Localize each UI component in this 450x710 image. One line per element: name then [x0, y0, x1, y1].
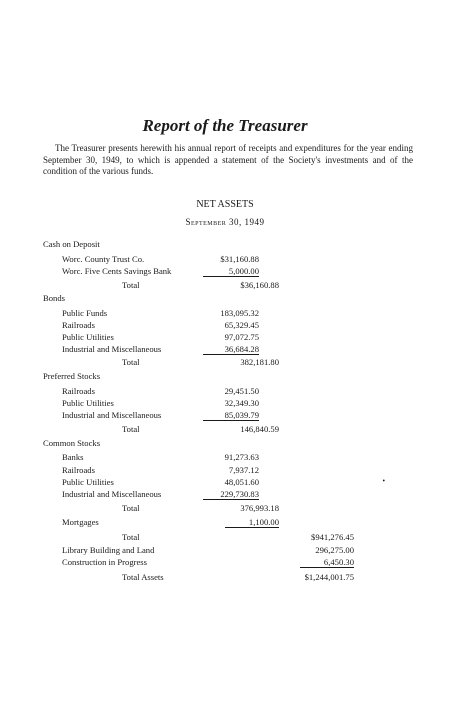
table-row [0, 410, 450, 422]
row-label: Total [122, 424, 140, 434]
row-amount-c2: 1,100.00 [225, 517, 279, 528]
row-label: Worc. County Trust Co. [62, 254, 145, 264]
table-row [0, 489, 450, 501]
row-amount-c1: 32,349.30 [224, 398, 259, 408]
row-label: Industrial and Miscellaneous [62, 410, 162, 420]
row-label: Public Funds [62, 308, 108, 318]
table-row [0, 517, 450, 529]
row-label: Total [122, 503, 140, 513]
table-row [0, 532, 450, 544]
intro-paragraph: The Treasurer presents herewith his annual report of receipts and expenditures for the year ending September 30, 1949, to which is appended a statement of the Society's investments and of the condition of the various funds. [43, 143, 413, 177]
row-amount-c1: 85,039.79 [203, 410, 259, 421]
row-label: Library Building and Land [62, 545, 155, 555]
row-amount-c2: 376,993.18 [240, 503, 279, 513]
row-label: Bonds [43, 293, 65, 303]
row-label: Total [122, 357, 140, 367]
row-amount-c2: 146,840.59 [240, 424, 279, 434]
table-row [0, 503, 450, 515]
row-label: Public Utilities [62, 332, 114, 342]
row-amount-c1: 7,937.12 [228, 465, 259, 475]
row-label: Worc. Five Cents Savings Bank [62, 266, 172, 276]
table-row [0, 280, 450, 292]
row-label: Cash on Deposit [43, 239, 100, 249]
row-label: Railroads [62, 465, 95, 475]
row-label: Mortgages [62, 517, 99, 527]
row-amount-c3: $941,276.45 [311, 532, 354, 542]
row-amount-c1: 65,329.45 [224, 320, 259, 330]
table-row [0, 557, 450, 569]
table-row [0, 452, 450, 464]
stray-mark: • [382, 478, 386, 485]
row-amount-c1: 183,095.32 [220, 308, 259, 318]
table-row [0, 266, 450, 278]
row-label: Total Assets [122, 572, 164, 582]
section-date: September 30, 1949 [185, 217, 265, 227]
row-label: Construction in Progress [62, 557, 147, 567]
table-row [0, 344, 450, 356]
row-amount-c1: 91,273.63 [224, 452, 259, 462]
row-amount-c2: $36,160.88 [240, 280, 279, 290]
row-label: Common Stocks [43, 438, 101, 448]
page-title: Report of the Treasurer [142, 116, 308, 135]
row-amount-c1: 5,000.00 [203, 266, 259, 277]
row-label: Total [122, 532, 140, 542]
row-label: Industrial and Miscellaneous [62, 344, 162, 354]
table-row [0, 465, 450, 477]
row-amount-c3: 6,450.30 [300, 557, 354, 568]
row-amount-c1: 229,730.83 [203, 489, 259, 500]
row-amount-c1: 48,051.60 [224, 477, 259, 487]
row-amount-c1: 36,684.28 [203, 344, 259, 355]
table-row [0, 386, 450, 398]
row-amount-c1: 97,072.75 [224, 332, 259, 342]
table-row [0, 371, 450, 383]
row-label: Railroads [62, 320, 95, 330]
row-label: Banks [62, 452, 84, 462]
table-row [0, 308, 450, 320]
table-row [0, 572, 450, 584]
table-row [0, 293, 450, 305]
row-label: Railroads [62, 386, 95, 396]
row-label: Total [122, 280, 140, 290]
table-row [0, 398, 450, 410]
row-amount-c3: 296,275.00 [315, 545, 354, 555]
row-amount-c2: 382,181.80 [240, 357, 279, 367]
row-amount-c1: $31,160.88 [220, 254, 259, 264]
table-row [0, 320, 450, 332]
row-label: Public Utilities [62, 398, 114, 408]
table-row [0, 545, 450, 557]
table-row [0, 332, 450, 344]
row-label: Industrial and Miscellaneous [62, 489, 162, 499]
section-heading: NET ASSETS [196, 199, 254, 210]
row-label: Preferred Stocks [43, 371, 101, 381]
table-row [0, 424, 450, 436]
table-row [0, 239, 450, 251]
table-row [0, 254, 450, 266]
row-label: Public Utilities [62, 477, 114, 487]
table-row [0, 438, 450, 450]
table-row [0, 357, 450, 369]
row-amount-c1: 29,451.50 [224, 386, 259, 396]
row-amount-c3: $1,244,001.75 [304, 572, 354, 582]
